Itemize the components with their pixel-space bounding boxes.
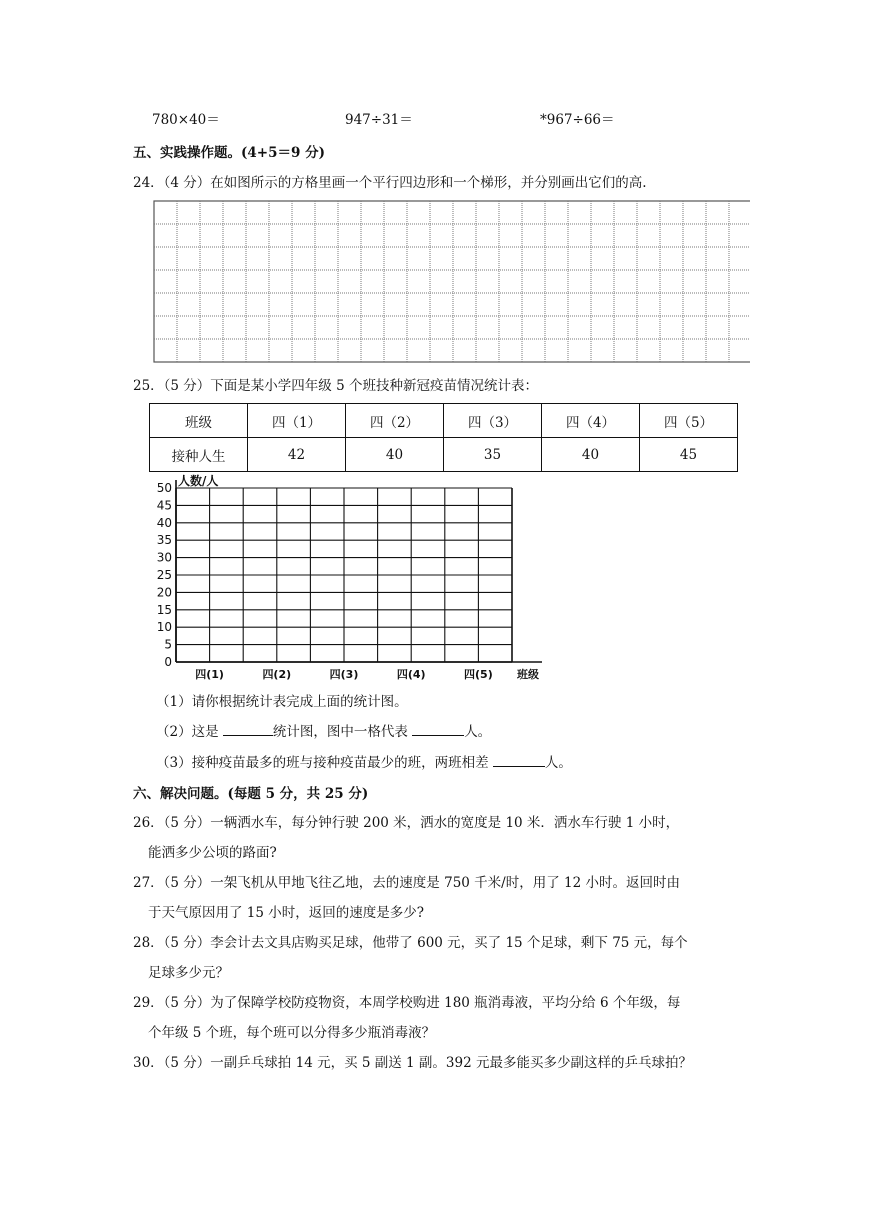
y-tick-label: 15 bbox=[156, 602, 172, 617]
y-tick-label: 0 bbox=[164, 655, 172, 669]
q29-line1: 29．（5 分）为了保障学校防疫物资，本周学校购进 180 瓶消毒液，平均分给 6 个年级，每 bbox=[133, 995, 681, 1011]
q28-line2: 足球多少元？ bbox=[148, 965, 229, 981]
table-header-cell: 四（5） bbox=[640, 404, 738, 438]
answer-blank[interactable] bbox=[493, 754, 545, 767]
q25-sub2-b: 统计图，图中一格代表 bbox=[272, 724, 408, 740]
x-tick-label: 四(3) bbox=[329, 668, 359, 681]
y-tick-label: 20 bbox=[156, 585, 172, 600]
calc-1: 780×40＝ bbox=[152, 112, 220, 128]
x-tick-label: 四(5) bbox=[464, 668, 493, 681]
y-tick-label: 40 bbox=[156, 515, 172, 530]
table-header-cell: 四（2） bbox=[346, 404, 444, 438]
y-tick-label: 10 bbox=[156, 620, 172, 635]
q24-text: 24．（4 分）在如图所示的方格里画一个平行四边形和一个梯形，并分别画出它们的高. bbox=[133, 175, 647, 191]
q29-line2: 个年级 5 个班，每个班可以分得多少瓶消毒液？ bbox=[148, 1025, 436, 1041]
section5-title: 五、实践操作题。(4+5＝9 分) bbox=[133, 145, 325, 161]
table-cell: 40 bbox=[542, 438, 640, 472]
q27-line2: 于天气原因用了 15 小时，返回的速度是多少? bbox=[148, 905, 424, 921]
calc-2: 947÷31＝ bbox=[345, 112, 413, 128]
stats-table bbox=[149, 403, 738, 472]
answer-blank[interactable] bbox=[223, 723, 273, 736]
q25-sub3-a: （3）接种疫苗最多的班与接种疫苗最少的班，两班相差 bbox=[156, 755, 489, 771]
bar-chart[interactable] bbox=[146, 474, 556, 684]
table-header-cell: 班级 bbox=[150, 404, 248, 438]
q25-sub2-a: （2）这是 bbox=[156, 724, 219, 740]
q25-sub2-c: 人。 bbox=[464, 724, 492, 740]
x-tick-label: 四(1) bbox=[195, 668, 224, 681]
y-tick-label: 30 bbox=[156, 550, 172, 565]
q25-sub3-b: 人。 bbox=[544, 755, 572, 771]
table-header-cell: 四（4） bbox=[542, 404, 640, 438]
section6-title: 六、解决问题。(每题 5 分，共 25 分) bbox=[133, 786, 369, 802]
table-cell: 45 bbox=[640, 438, 738, 472]
y-tick-label: 25 bbox=[156, 568, 172, 582]
x-axis-label: 班级 bbox=[517, 668, 539, 681]
x-tick-label: 四(2) bbox=[262, 668, 292, 681]
table-header-cell: 四（1） bbox=[248, 404, 346, 438]
drawing-grid[interactable] bbox=[152, 200, 750, 364]
q30-text: 30．（5 分）一副乒乓球拍 14 元，买 5 副送 1 副。392 元最多能买多少副这样的乒乓球拍？ bbox=[133, 1055, 692, 1071]
y-tick-label: 35 bbox=[156, 533, 172, 548]
table-header-cell: 四（3） bbox=[444, 404, 542, 438]
y-axis-label: 人数/人 bbox=[178, 474, 219, 488]
table-cell: 40 bbox=[346, 438, 444, 472]
y-tick-label: 50 bbox=[156, 481, 172, 495]
table-cell: 35 bbox=[444, 438, 542, 472]
table-cell: 42 bbox=[248, 438, 346, 472]
y-tick-label: 5 bbox=[164, 637, 172, 652]
grid-border bbox=[154, 201, 750, 362]
answer-blank[interactable] bbox=[412, 723, 464, 736]
calc-3: *967÷66＝ bbox=[540, 112, 615, 128]
y-tick-label: 45 bbox=[156, 498, 172, 513]
table-cell: 接种人生 bbox=[150, 438, 248, 472]
q26-line2: 能洒多少公顷的路面? bbox=[148, 845, 277, 861]
q25-sub3 bbox=[156, 751, 572, 771]
q25-sub2 bbox=[156, 720, 491, 740]
q28-line1: 28．（5 分）李会计去文具店购买足球，他带了 600 元，买了 15 个足球，剩下 75 元，每个 bbox=[133, 935, 688, 951]
q25-sub1: （1）请你根据统计表完成上面的统计图。 bbox=[156, 694, 408, 710]
q25-text: 25．（5 分）下面是某小学四年级 5 个班技种新冠疫苗情况统计表： bbox=[133, 378, 538, 394]
q26-line1: 26．（5 分）一辆洒水车，每分钟行驶 200 米，洒水的宽度是 10 米．洒水车行驶 1 小时， bbox=[133, 815, 680, 831]
x-tick-label: 四(4) bbox=[396, 668, 426, 681]
q27-line1: 27．（5 分）一架飞机从甲地飞往乙地，去的速度是 750 千米/时，用了 12 小时。返回时由 bbox=[133, 875, 680, 891]
